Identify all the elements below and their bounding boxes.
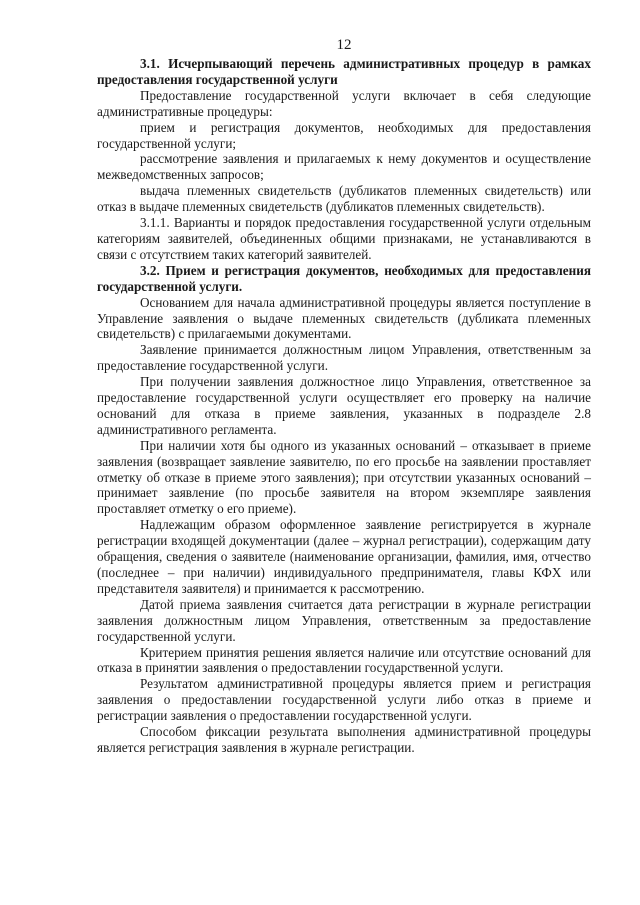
paragraph: Датой приема заявления считается дата регистрации в журнале регистрации заявления должностным лицом Управления, ответственным за предоставление государственной услуги. xyxy=(97,596,591,644)
page-number: 12 xyxy=(336,37,352,53)
paragraph: Основанием для начала административной процедуры является поступление в Управление заявления о выдаче племенных свидетельств (дубликата племенных свидетельств) с прилагаемыми документами. xyxy=(97,294,591,342)
section-heading: 3.1. Исчерпывающий перечень административных процедур в рамках предоставления государственной услуги xyxy=(97,56,591,87)
paragraph: При получении заявления должностное лицо Управления, ответственное за предоставление государственной услуги осуществляет его проверку на наличие оснований для отказа в приеме заявления, указанных в подразделе 2.8 административного регламента. xyxy=(97,374,591,437)
paragraph: выдача племенных свидетельств (дубликатов племенных свидетельств) или отказ в выдаче племенных свидетельств (дубликатов племенных свидетельств). xyxy=(97,183,591,215)
paragraph: Способом фиксации результата выполнения административной процедуры является регистрация заявления в журнале регистрации. xyxy=(97,724,591,755)
document-page xyxy=(97,36,591,756)
section-heading: 3.2. Прием и регистрация документов, необходимых для предоставления государственной услуги. xyxy=(97,262,591,294)
paragraph: 3.1.1. Варианты и порядок предоставления государственной услуги отдельным категориям заявителей, объединенных общими признаками, не устанавливаются в связи с отсутствием таких категорий заявителей. xyxy=(97,215,591,262)
paragraph: рассмотрение заявления и прилагаемых к нему документов и осуществление межведомственных запросов; xyxy=(97,151,591,183)
paragraph: Заявление принимается должностным лицом Управления, ответственным за предоставление государственной услуги. xyxy=(97,342,591,374)
paragraph: Критерием принятия решения является наличие или отсутствие оснований для отказа в принятии заявления о предоставлении государственной услуги. xyxy=(97,644,591,676)
document-body xyxy=(97,56,591,756)
paragraph: При наличии хотя бы одного из указанных оснований – отказывает в приеме заявления (возвращает заявление заявителю, по его просьбе на заявлении проставляет отметку об отказе в приеме этого заявления); при отсутствии указанных оснований – принимает заявление (по просьбе заявителя на втором экземпляре заявления проставляет отметку о его приеме). xyxy=(97,437,591,517)
paragraph: прием и регистрация документов, необходимых для предоставления государственной услуги; xyxy=(97,119,591,151)
paragraph: Надлежащим образом оформленное заявление регистрируется в журнале регистрации входящей документации (далее – журнал регистрации), содержащим дату обращения, сведения о заявителе (наименование организации, фамилия, имя, отчество (последнее – при наличии) индивидуального предпринимателя, главы КФХ или представителя заявителя) и принимается к рассмотрению. xyxy=(97,517,591,596)
paragraph: Результатом административной процедуры является прием и регистрация заявления о предоставлении государственной услуги либо отказ в приеме и регистрации заявления о предоставлении государственной услуги. xyxy=(97,676,591,724)
paragraph: Предоставление государственной услуги включает в себя следующие административные процедуры: xyxy=(97,87,591,119)
